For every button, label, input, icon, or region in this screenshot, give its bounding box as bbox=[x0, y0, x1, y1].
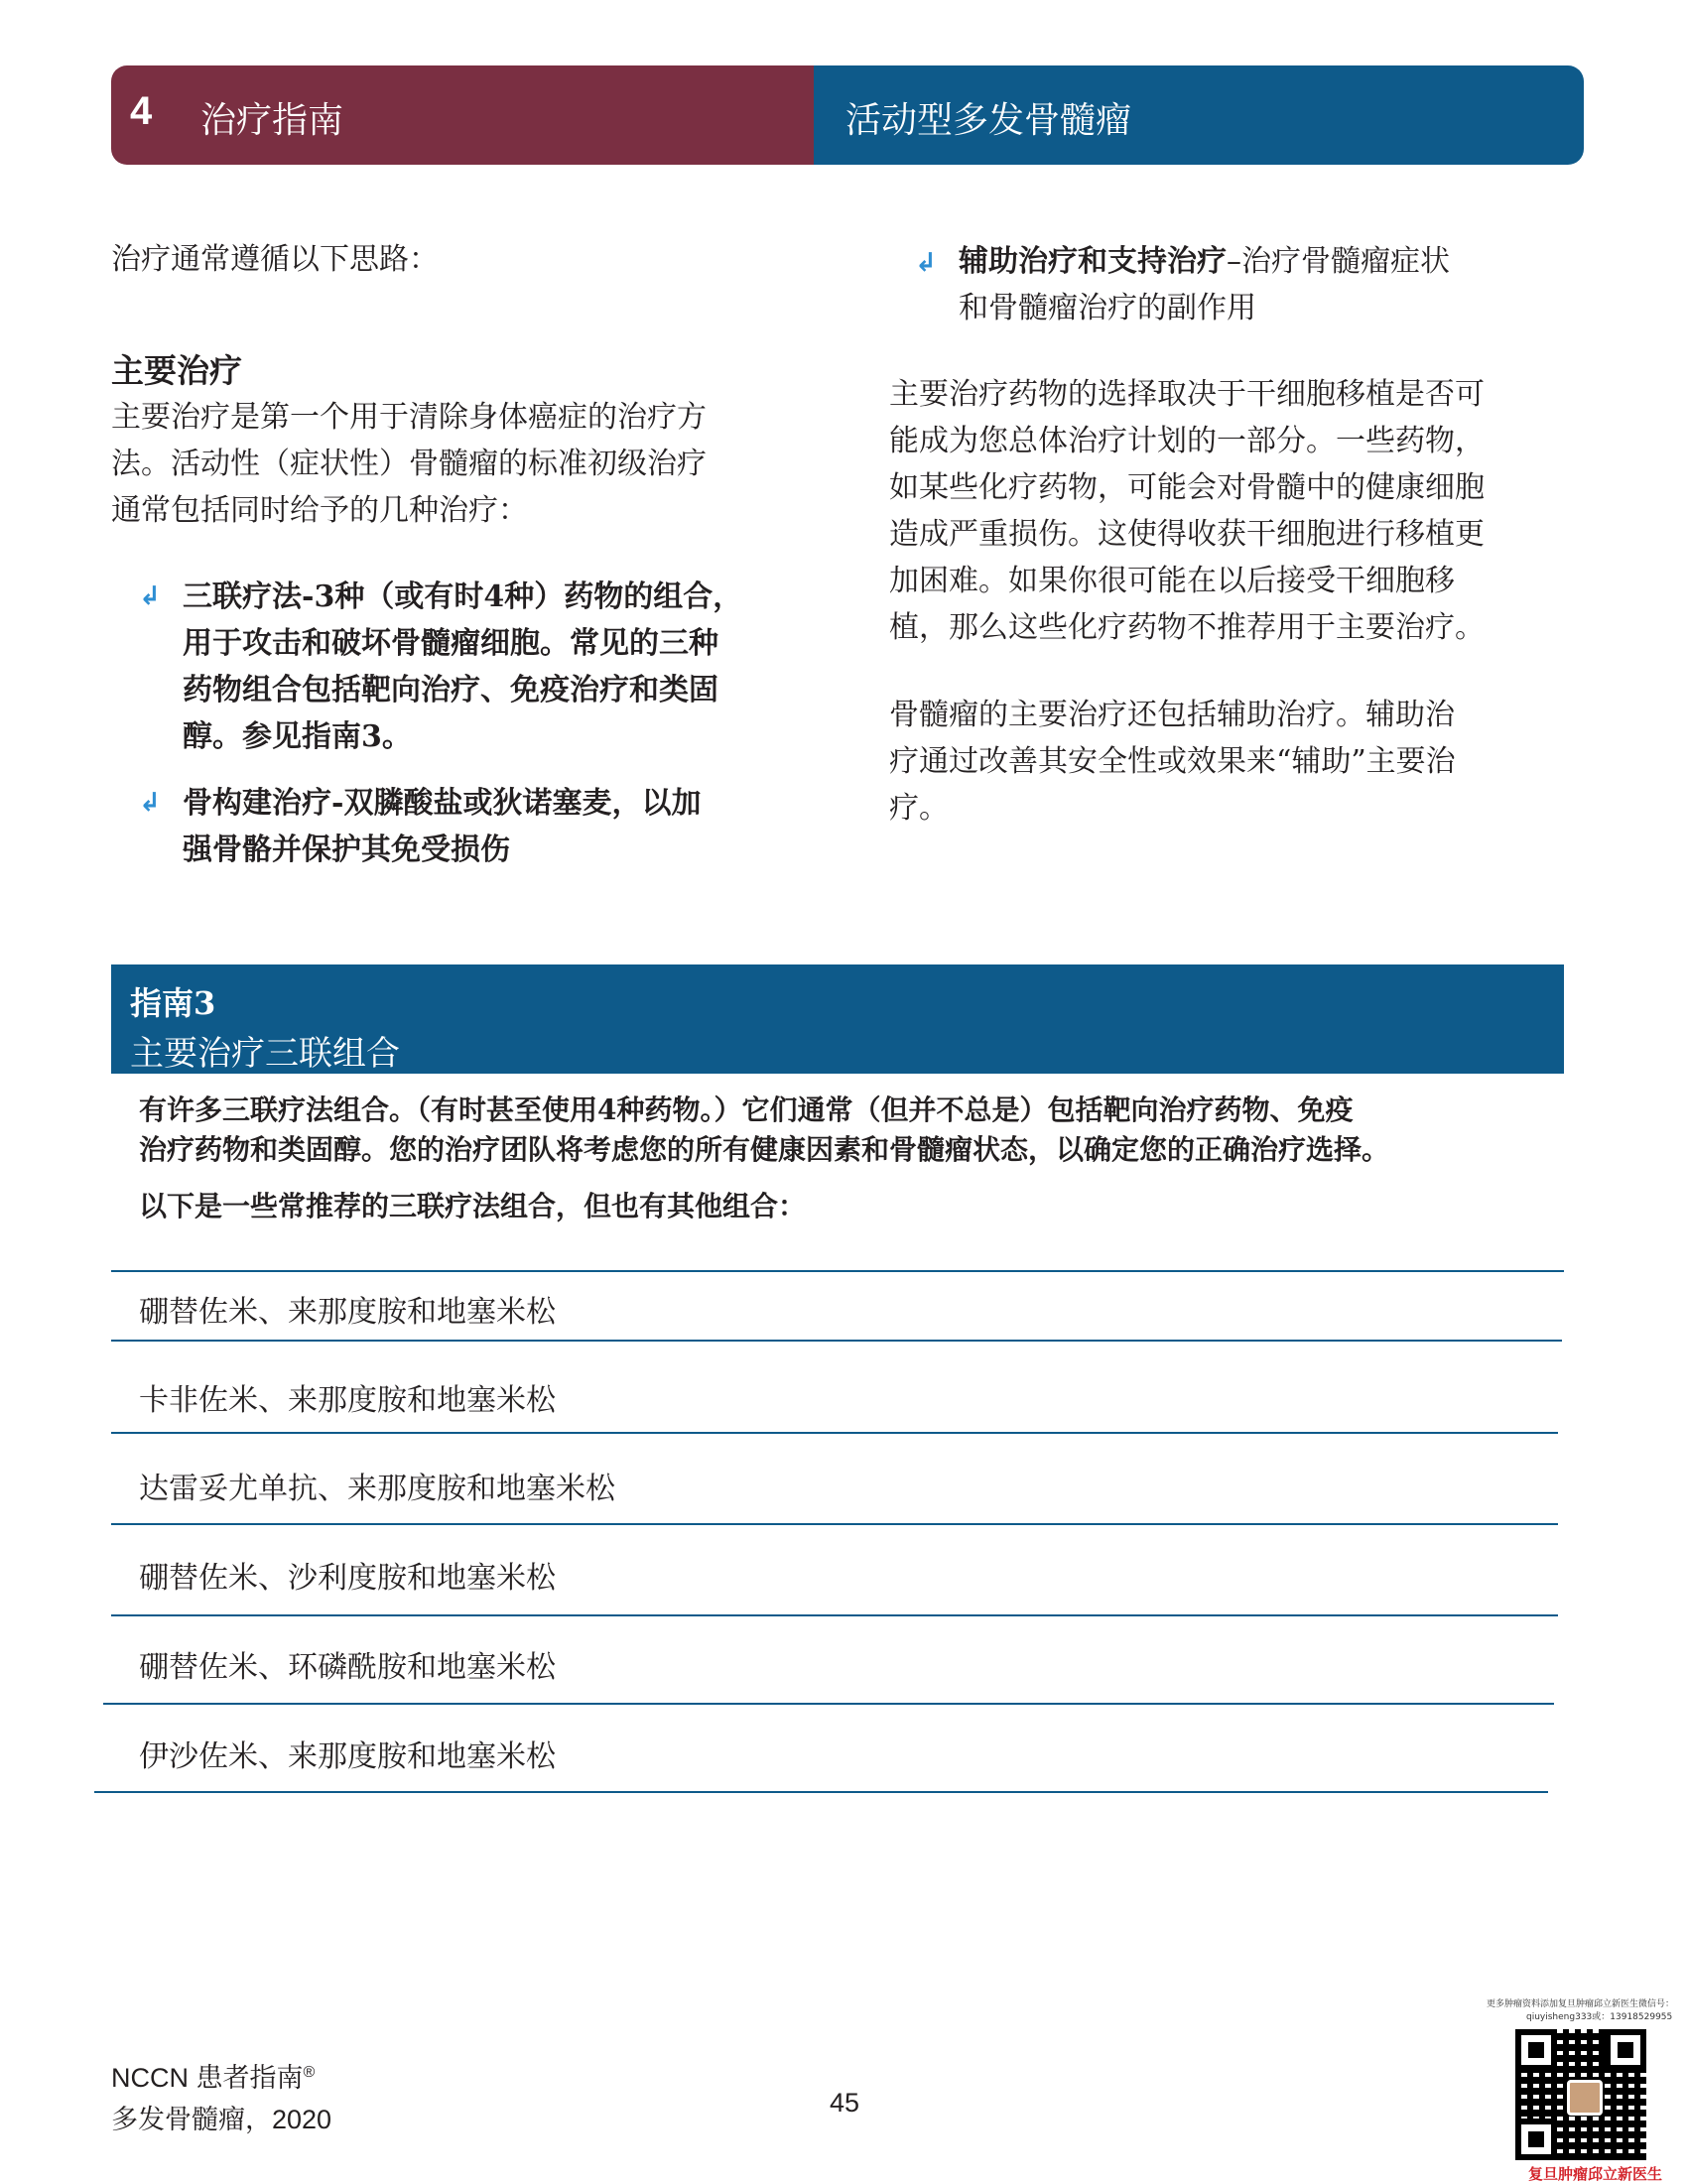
guide-title: 主要治疗三联组合 bbox=[130, 1034, 400, 1074]
triple-therapy-bullet: 三联疗法-3种（或有时4种）药物的组合， 用于攻击和破坏骨髓瘤细胞。常见的三种 药物组合包括靶向治疗、免疫治疗和类固 醇。参见指南3。 bbox=[183, 579, 743, 754]
bone-building-bullet: 骨构建治疗-双膦酸盐或狄诺塞麦，以加 强骨骼并保护其免受损伤 bbox=[183, 786, 702, 867]
footer-subtitle: 多发骨髓瘤，2020 bbox=[111, 2105, 332, 2134]
watermark-note: 更多肿瘤资料添加复旦肿瘤邱立新医生微信号： qiuyisheng333或：13918529955 bbox=[1487, 1999, 1675, 2022]
footer-publisher: NCCN 患者指南® bbox=[111, 2063, 316, 2093]
avatar bbox=[1567, 2080, 1603, 2116]
adjuvant-paragraph: 骨髓瘤的主要治疗还包括辅助治疗。辅助治 疗通过改善其安全性或效果来“辅助”主要治 疗。 bbox=[889, 698, 1456, 826]
chapter-title: 治疗指南 bbox=[200, 100, 344, 141]
supportive-care-bullet: 辅助治疗和支持治疗–治疗骨髓瘤症状 和骨髓瘤治疗的副作用 bbox=[959, 244, 1450, 325]
table-divider bbox=[111, 1523, 1558, 1525]
guide-intro: 有许多三联疗法组合。（有时甚至使用4种药物。）它们通常（但并不总是）包括靶向治疗药物、免疫 治疗药物和类固醇。您的治疗团队将考虑您的所有健康因素和骨髓瘤状态，以确定您的正确治疗选择。 bbox=[139, 1093, 1390, 1166]
watermark-caption: 复旦肿瘤邱立新医生 bbox=[1528, 2165, 1663, 2183]
chapter-number: 4 bbox=[130, 89, 153, 133]
guide-label: 指南3 bbox=[130, 984, 216, 1022]
bullet-arrow-icon: ↲ bbox=[139, 788, 161, 818]
table-row: 硼替佐米、来那度胺和地塞米松 bbox=[139, 1295, 556, 1330]
bullet-arrow-icon: ↲ bbox=[139, 581, 161, 611]
qr-finder-icon bbox=[1605, 2029, 1646, 2071]
table-divider bbox=[111, 1340, 1562, 1342]
qr-finder-icon bbox=[1515, 2119, 1557, 2160]
table-row: 卡非佐米、来那度胺和地塞米松 bbox=[139, 1383, 556, 1418]
table-row: 达雷妥尤单抗、来那度胺和地塞米松 bbox=[139, 1472, 615, 1506]
intro-text: 治疗通常遵循以下思路： bbox=[111, 242, 439, 277]
table-divider bbox=[111, 1270, 1564, 1272]
section-heading: 主要治疗 bbox=[111, 351, 242, 390]
topic-title: 活动型多发骨髓瘤 bbox=[845, 100, 1132, 141]
table-row: 硼替佐米、环磷酰胺和地塞米松 bbox=[139, 1650, 556, 1685]
table-divider bbox=[111, 1432, 1558, 1434]
table-divider bbox=[94, 1791, 1548, 1793]
page-number: 45 bbox=[830, 2088, 860, 2118]
table-row: 硼替佐米、沙利度胺和地塞米松 bbox=[139, 1561, 556, 1596]
table-divider bbox=[103, 1703, 1554, 1705]
drug-choice-paragraph: 主要治疗药物的选择取决于干细胞移植是否可 能成为您总体治疗计划的一部分。一些药物， 如某些化疗药物，可能会对骨髓中的健康细胞 造成严重损伤。这使得收获干细胞进行移植更 加困难。如果你很可能在以后接受干细胞移 植，那么这些化疗药物不推荐用于主要治疗。 bbox=[889, 377, 1485, 645]
table-row: 伊沙佐米、来那度胺和地塞米松 bbox=[139, 1739, 556, 1774]
qr-finder-icon bbox=[1515, 2029, 1557, 2071]
table-divider bbox=[111, 1614, 1558, 1616]
primary-treatment-paragraph: 主要治疗是第一个用于清除身体癌症的治疗方 法。活动性（症状性）骨髓瘤的标准初级治疗 通常包括同时给予的几种治疗： bbox=[111, 400, 707, 528]
bullet-arrow-icon: ↲ bbox=[915, 248, 937, 278]
guide-list-intro: 以下是一些常推荐的三联疗法组合，但也有其他组合： bbox=[139, 1190, 807, 1222]
